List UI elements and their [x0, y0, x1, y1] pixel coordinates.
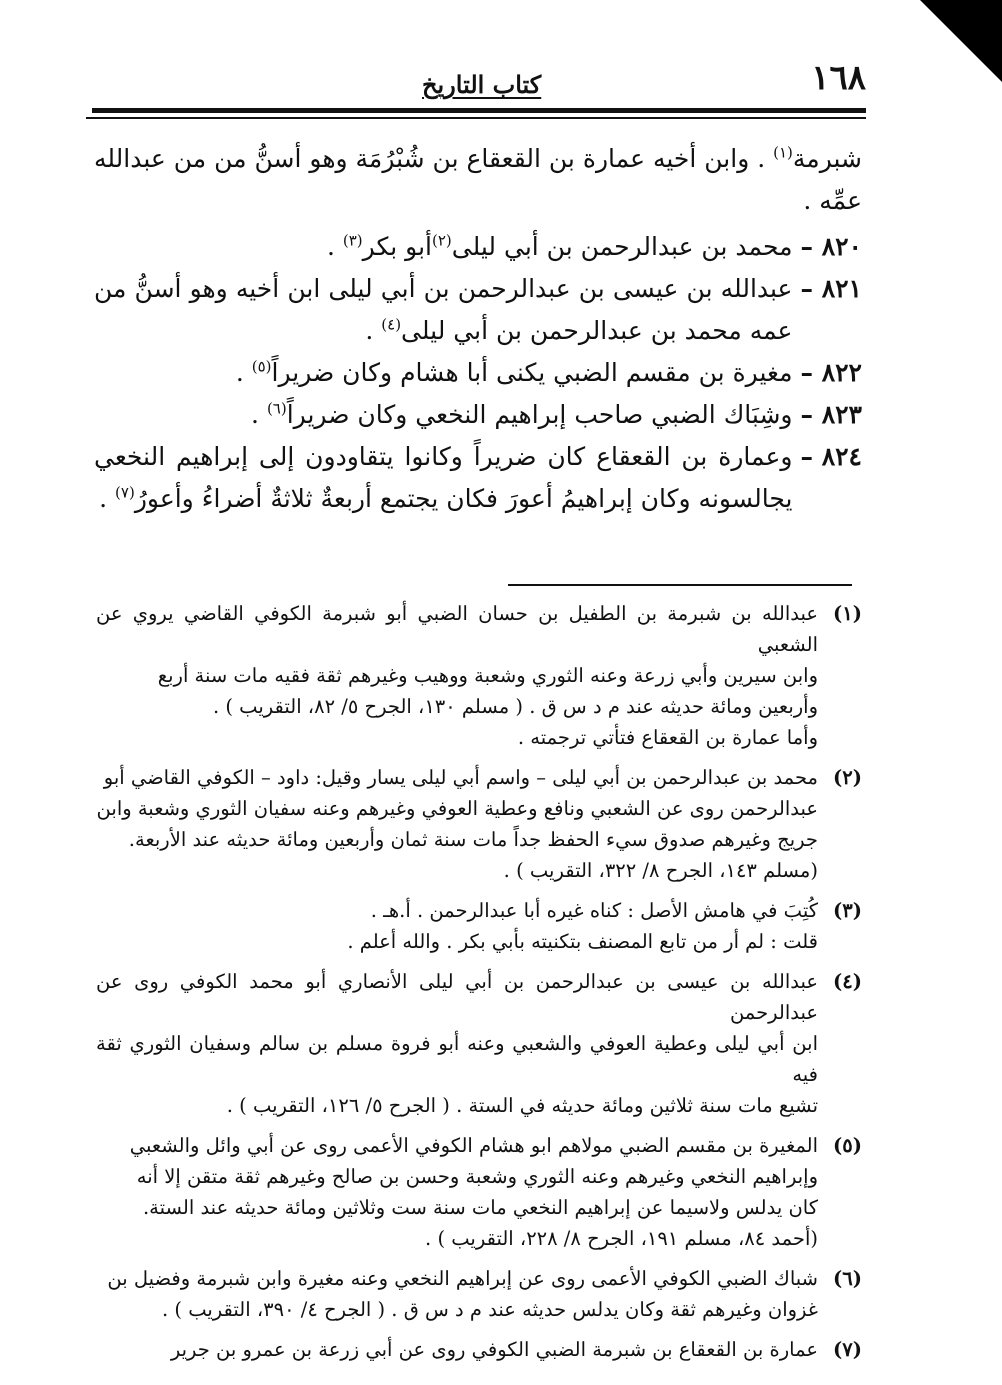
footnote-line: تشيع مات سنة ثلاثين ومائة حديثه في الستة . ( الجرح ٥/ ١٢٦، التقريب ) . — [226, 1094, 818, 1117]
entry-text-part: وشِبَاك الضبي صاحب إبراهيم النخعي وكان ضريراً — [286, 400, 793, 429]
intro-text: شبرمة — [792, 144, 862, 173]
footnote-line: عبدالرحمن روى عن الشعبي ونافع وعطية العوفي وغيرهم وعنه سفيان الثوري وشعبة وابن — [96, 797, 818, 820]
intro-text-continued: . وابن أخيه عمارة بن القعقاع بن شُبْرُمَة وهو أسنُّ من من عبدالله عمِّه . — [94, 144, 862, 215]
entry-text — [94, 268, 792, 352]
entry-text-part: . — [251, 400, 267, 429]
footnote-item — [96, 598, 862, 753]
footnote-text — [96, 1334, 818, 1365]
footnote-ref[interactable]: (٥) — [251, 357, 272, 376]
main-text — [94, 138, 862, 520]
footnote-line: عبدالله بن شبرمة بن الطفيل بن حسان الضبي أبو شبرمة الكوفي القاضي يروي عن الشعبي — [96, 602, 818, 656]
footnote-ref[interactable]: (٢) — [431, 231, 452, 250]
footnote-item — [96, 1263, 862, 1325]
footnote-text — [96, 966, 818, 1121]
entry-text — [94, 226, 792, 268]
entry-item — [94, 394, 862, 436]
page-number: ١٦٨ — [811, 58, 866, 98]
footnote-line: كان يدلس ولاسيما عن إبراهيم النخعي مات سنة ست وثلاثين ومائة حديثه عند الستة. — [142, 1196, 818, 1219]
footnote-line: وأما عمارة بن القعقاع فتأتي ترجمته . — [517, 726, 818, 749]
footnote-item — [96, 762, 862, 886]
footnote-number: (٢) — [833, 766, 862, 789]
footnote-item — [96, 1130, 862, 1254]
entry-text — [94, 436, 792, 520]
entry-text-part: عبدالله بن عيسى بن عبدالرحمن بن أبي ليلى ابن أخيه وهو أسنُّ من عمه محمد بن عبدالرحمن بن أبي ليلى — [94, 274, 793, 345]
entry-number: ٨٢٠ – — [800, 232, 862, 261]
footnote-line: وابن سيرين وأبي زرعة وعنه الثوري وشعبة ووهيب وغيرهم ثقة فقيه مات سنة أربع — [157, 664, 818, 687]
page-header — [92, 58, 866, 102]
footnotes-section — [96, 598, 862, 1374]
entry-text-part: . — [326, 232, 343, 261]
entry-text-part: . — [99, 484, 116, 513]
entry-item — [94, 268, 862, 352]
footnote-separator — [508, 584, 852, 586]
footnote-number: (١) — [833, 602, 862, 625]
entry-item — [94, 436, 862, 520]
entry-number: ٨٢١ – — [800, 274, 862, 303]
entry-item — [94, 226, 862, 268]
footnote-line: غزوان وغيرهم ثقة وكان يدلس حديثه عند م د س ق . ( الجرح ٤/ ٣٩٠، التقريب ) . — [161, 1298, 818, 1321]
footnote-item — [96, 966, 862, 1121]
footnote-line: عمارة بن القعقاع بن شبرمة الضبي الكوفي روى عن أبي زرعة بن عمرو بن جرير — [170, 1338, 818, 1361]
footnote-line: وأربعين ومائة حديثه عند م د س ق . ( مسلم ١٣٠، الجرح ٥/ ٨٢، التقريب ) . — [212, 695, 818, 718]
footnote-line: (مسلم ١٤٣، الجرح ٨/ ٣٢٢، التقريب ) . — [503, 859, 818, 882]
entry-text-part: محمد بن عبدالرحمن بن أبي ليلى — [451, 232, 793, 261]
footnote-ref[interactable]: (٣) — [342, 231, 363, 250]
footnote-number: (٥) — [833, 1134, 862, 1157]
entry-text-part: . — [235, 358, 252, 387]
footnote-line: قلت : لم أر من تابع المصنف بتكنيته بأبي بكر . والله أعلم . — [347, 930, 818, 953]
entry-text-part: وعمارة بن القعقاع كان ضريراً وكانوا يتقاودون إلى إبراهيم النخعي يجالسونه وكان إبراهيمُ أعورَ فكان يجتمع أربعةٌ ثلاثةٌ أضراءُ وأعورُ — [94, 442, 793, 513]
footnote-line: شباك الضبي الكوفي الأعمى روى عن إبراهيم النخعي وعنه مغيرة وابن شبرمة وفضيل بن — [107, 1267, 818, 1290]
footnote-number: (٦) — [833, 1267, 862, 1290]
intro-paragraph — [94, 138, 862, 222]
footnote-line: (أحمد ٨٤، مسلم ١٩١، الجرح ٨/ ٢٢٨، التقريب ) . — [425, 1227, 818, 1250]
entry-number: ٨٢٤ – — [800, 442, 862, 471]
footnote-text — [96, 598, 818, 753]
entry-text-part: أبو بكر — [362, 232, 432, 261]
footnote-text — [96, 895, 818, 957]
footnote-ref[interactable]: (٦) — [266, 399, 287, 418]
footnote-item — [96, 895, 862, 957]
footnote-number: (٧) — [833, 1338, 862, 1361]
entry-list — [94, 226, 862, 520]
page-corner-mark — [920, 0, 1002, 82]
footnote-ref[interactable]: (٧) — [115, 483, 135, 502]
entry-number: ٨٢٢ – — [800, 358, 862, 387]
footnote-text — [96, 1263, 818, 1325]
footnote-line: كُتِبَ في هامش الأصل : كناه غيره أبا عبدالرحمن . أ.هـ . — [370, 899, 818, 922]
footnote-number: (٤) — [833, 970, 862, 993]
footnote-line: ابن أبي ليلى وعطية العوفي والشعبي وعنه أبو فروة مسلم بن سالم وسفيان الثوري ثقة فيه — [96, 1032, 818, 1086]
footnote-ref[interactable]: (١) — [773, 143, 793, 162]
header-rule-thick — [92, 108, 866, 113]
entry-item — [94, 352, 862, 394]
footnote-number: (٣) — [833, 899, 862, 922]
entry-text-part: . — [365, 316, 382, 345]
footnote-line: المغيرة بن مقسم الضبي مولاهم ابو هشام الكوفي الأعمى روى عن أبي وائل والشعبي — [129, 1134, 818, 1157]
entry-number: ٨٢٣ – — [800, 400, 862, 429]
footnote-line: عبدالله بن عيسى بن عبدالرحمن بن أبي ليلى الأنصاري أبو محمد الكوفي روى عن عبدالرحمن — [96, 970, 818, 1024]
footnote-line: وإبراهيم النخعي وغيرهم وعنه الثوري وشعبة وحسن بن صالح وغيرهم ثقة متقن إلا أنه — [136, 1165, 818, 1188]
entry-text — [94, 394, 792, 436]
footnote-ref[interactable]: (٤) — [381, 315, 402, 334]
footnote-text — [96, 1130, 818, 1254]
footnote-item — [96, 1334, 862, 1365]
footnote-line: محمد بن عبدالرحمن بن أبي ليلى – واسم أبي ليلى يسار وقيل: داود – الكوفي القاضي أبو — [103, 766, 818, 789]
footnote-text — [96, 762, 818, 886]
entry-text-part: مغيرة بن مقسم الضبي يكنى أبا هشام وكان ضريراً — [271, 358, 793, 387]
entry-text — [94, 352, 792, 394]
header-rule-thin — [86, 117, 866, 119]
footnote-line: جريج وغيرهم صدوق سيء الحفظ جداً مات سنة ثمان وأربعين ومائة حديثه عند الأربعة. — [128, 828, 818, 851]
running-title: كتاب التاريخ — [422, 70, 542, 99]
